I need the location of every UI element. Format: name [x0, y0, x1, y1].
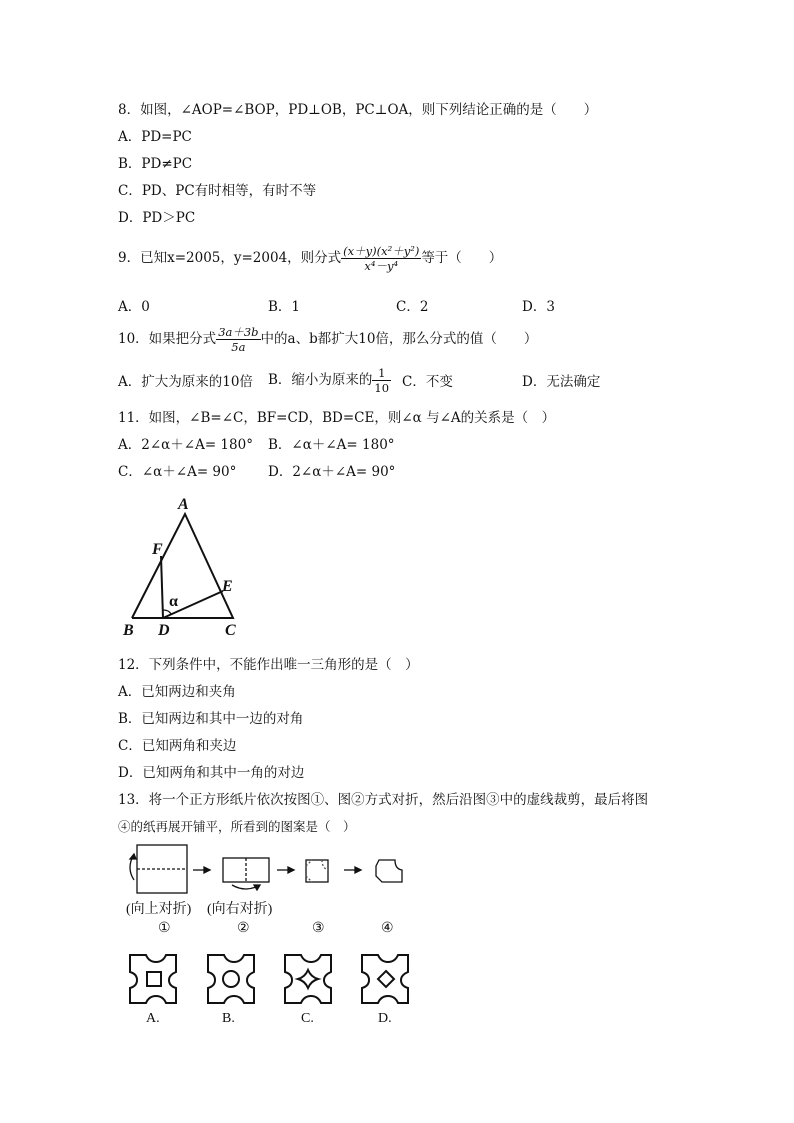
q8-option-b: B．PD≠PC — [118, 156, 193, 172]
choice-b-inner-circle — [223, 971, 239, 987]
label-e: E — [222, 578, 233, 595]
q11-option-d: D．2∠α＋∠A= 90° — [268, 464, 396, 480]
q9-frac-denominator: x⁴－y⁴ — [364, 259, 399, 273]
q9-stem-before: 9．已知x=2005，y=2004，则分式 — [118, 250, 342, 266]
q9-option-d: D．3 — [522, 299, 555, 315]
q9-stem — [118, 244, 502, 273]
arrow-2-head — [288, 867, 294, 873]
q12-option-d: D．已知两角和其中一角的对边 — [118, 765, 305, 781]
step-label-1: ① — [158, 921, 171, 935]
step1-arrowhead — [130, 854, 136, 859]
choice-b-shape — [208, 955, 254, 1003]
choice-d-shape — [362, 955, 408, 1003]
q8-option-d: D．PD＞PC — [118, 210, 196, 226]
q10-frac-numerator: 3a＋3b — [218, 325, 259, 339]
step-label-4: ④ — [381, 921, 394, 935]
q10-option-b-denominator: 10 — [374, 381, 390, 395]
q10-stem-before: 10．如果把分式 — [118, 331, 217, 347]
fold-label-right: (向右对折) — [207, 902, 273, 917]
label-alpha: α — [169, 593, 178, 610]
step-label-3: ③ — [312, 921, 325, 935]
q9-option-c: C．2 — [396, 299, 429, 315]
q10-option-b-numerator: 1 — [372, 366, 391, 381]
step3-cut-lines — [306, 860, 328, 882]
q10-fraction — [216, 325, 260, 354]
q11-option-c: C．∠α＋∠A= 90° — [118, 464, 237, 480]
q13-answer-figure — [120, 950, 420, 1030]
q9-option-b: B．1 — [268, 299, 301, 315]
q13-stem-line1: 13．将一个正方形纸片依次按图①、图②方式对折，然后沿图③中的虚线裁剪，最后将图 — [118, 792, 649, 808]
q10-option-b-fraction — [372, 366, 391, 395]
q10-stem — [118, 325, 537, 354]
label-c: C — [225, 622, 236, 639]
choice-c-inner-shape — [298, 970, 318, 988]
arrow-1-head — [204, 867, 210, 873]
q10-stem-after: 中的a、b都扩大10倍，那么分式的值（ ） — [260, 331, 538, 347]
q9-frac-numerator: (x＋y)(x²＋y²) — [343, 244, 420, 258]
arrow-3-head — [355, 867, 361, 873]
segment-fd — [161, 556, 163, 618]
q9-fraction — [341, 244, 421, 273]
q10-option-a: A．扩大为原来的10倍 — [118, 374, 253, 390]
q8-stem: 8．如图，∠AOP=∠BOP，PD⊥OB，PC⊥OA，则下列结论正确的是（ ） — [118, 102, 598, 118]
q11-option-a: A．2∠α＋∠A= 180° — [118, 437, 253, 453]
choice-a-shape — [130, 955, 176, 1003]
choice-label-d: D. — [378, 1011, 392, 1026]
triangle-outline — [132, 514, 233, 618]
step4-cut-shape — [376, 860, 402, 882]
step-label-2: ② — [237, 921, 250, 935]
q12-option-b: B．已知两边和其中一边的对角 — [118, 711, 304, 727]
fold-label-up: (向上对折) — [126, 902, 192, 917]
choice-d-inner-diamond — [378, 971, 394, 987]
label-f: F — [152, 541, 163, 558]
q11-option-b: B．∠α＋∠A= 180° — [268, 437, 395, 453]
q11-stem: 11．如图，∠B=∠C，BF=CD，BD=CE，则∠α 与∠A的关系是（ ） — [118, 410, 556, 426]
q10-option-d: D．无法确定 — [522, 374, 601, 390]
q10-option-c: C．不变 — [402, 374, 453, 390]
label-d: D — [158, 622, 170, 639]
q13-folding-figure — [120, 840, 420, 935]
q12-stem: 12．下列条件中，不能作出唯一三角形的是（ ） — [118, 657, 419, 673]
label-a: A — [178, 496, 189, 513]
label-b: B — [123, 622, 134, 639]
q13-stem-line2: ④的纸再展开铺平，所看到的图案是（ ） — [118, 819, 356, 834]
q8-option-a: A．PD=PC — [118, 129, 192, 145]
q12-option-a: A．已知两边和夹角 — [118, 684, 236, 700]
q12-option-c: C．已知两角和夹边 — [118, 738, 237, 754]
choice-label-c: C. — [301, 1011, 314, 1026]
choice-c-shape — [285, 955, 331, 1003]
choice-label-b: B. — [222, 1011, 235, 1026]
step2-arrowhead — [254, 885, 260, 890]
choice-label-a: A. — [146, 1011, 160, 1026]
q11-triangle-figure — [115, 492, 255, 642]
q10-frac-denominator: 5a — [231, 340, 246, 354]
q8-option-c: C．PD、PC有时相等，有时不等 — [118, 183, 317, 199]
q9-option-a: A．0 — [118, 299, 150, 315]
angle-alpha-arc — [163, 610, 171, 614]
q10-option-b — [268, 366, 391, 395]
q10-option-b-text: B．缩小为原来的 — [268, 372, 373, 388]
q9-stem-after: 等于（ ） — [421, 250, 503, 266]
choice-a-inner-square — [147, 972, 161, 986]
